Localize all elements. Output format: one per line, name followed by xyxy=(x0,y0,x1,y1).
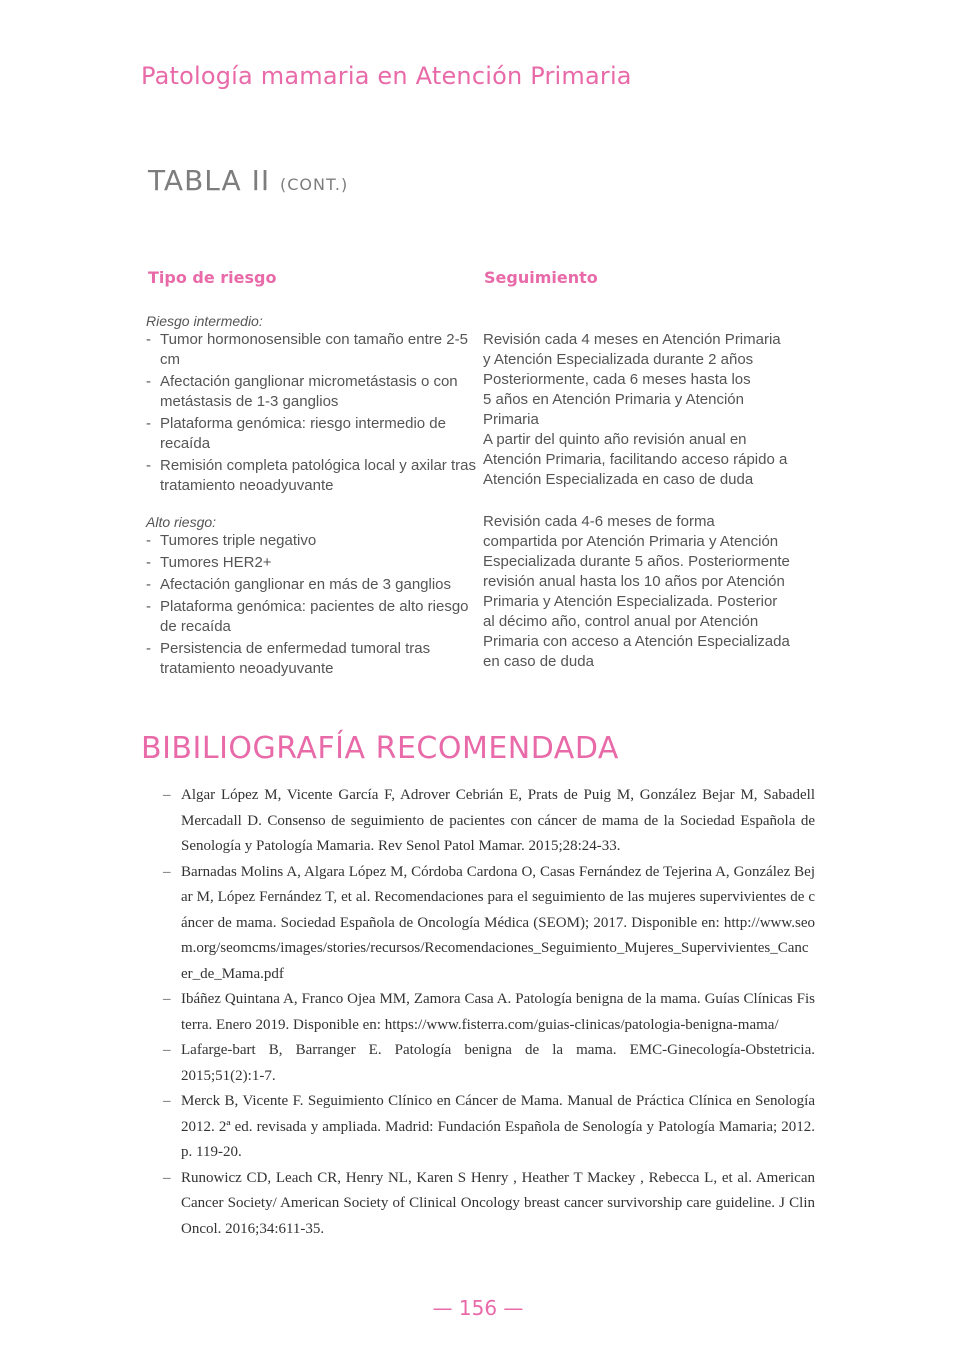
bibliography-title: BIBILIOGRAFÍA RECOMENDADA xyxy=(141,731,619,766)
bibliography-entry: – Lafarge-bart B, Barranger E. Patología benigna de la mama. EMC-Ginecología-Obstetricia. 2015;51(2):1-7. xyxy=(163,1042,815,1084)
page-number: — 156 — xyxy=(432,1296,524,1320)
risk-group-high xyxy=(146,513,476,681)
list-item: - Plataforma genómica: riesgo intermedio de recaída xyxy=(146,415,446,452)
followup-line: Atención Especializada en caso de duda xyxy=(483,471,754,488)
bibliography-entry: – Runowicz CD, Leach CR, Henry NL, Karen S Henry , Heather T Mackey , Rebecca L, et al. American Cancer Society/ American Society of Clinical Oncology breast cancer survivorship care guideline. J Clin Oncol. 2016;34:611-35. xyxy=(163,1169,815,1237)
list-item: - Remisión completa patológica local y axilar tras tratamiento neoadyuvante xyxy=(146,457,476,494)
column-header-followup: Seguimiento xyxy=(484,268,598,287)
bibliography-entry: – Barnadas Molins A, Algara López M, Córdoba Cardona O, Casas Fernández de Tejerina A, González Bejar M, López Fernández T, et al. Recomendaciones para el seguimiento de las mujeres supervivientes de cáncer de mama. Sociedad Española de Oncología Médica (SEOM); 2017. Disponible en: http://www.seom.org/seomcms/images/stories/recursos/Recomendaciones_Seguimiento_Mujeres_Supervivientes_Cancer_de_Mama.pdf xyxy=(163,863,815,982)
running-header-title: Patología mamaria en Atención Primaria xyxy=(141,62,632,90)
column-header-risk-type: Tipo de riesgo xyxy=(148,268,277,287)
followup-line: Primaria y Atención Especializada. Posterior xyxy=(483,593,778,610)
list-item: - Tumores triple negativo xyxy=(146,532,317,549)
table-title-cont: (CONT.) xyxy=(280,175,349,194)
risk-group-intermediate xyxy=(146,312,476,498)
followup-line: y Atención Especializada durante 2 años xyxy=(483,351,754,368)
followup-line: Primaria con acceso a Atención Especializada xyxy=(483,633,790,650)
followup-intermediate xyxy=(483,330,813,490)
followup-high xyxy=(483,512,813,672)
bibliography-list xyxy=(163,783,815,1242)
list-item: - Afectación ganglionar en más de 3 ganglios xyxy=(146,576,452,593)
list-item: - Tumores HER2+ xyxy=(146,554,272,571)
followup-line: revisión anual hasta los 10 años por Atención xyxy=(483,573,785,590)
followup-line: Posteriormente, cada 6 meses hasta los xyxy=(483,371,751,388)
list-item: - Persistencia de enfermedad tumoral tras tratamiento neoadyuvante xyxy=(146,640,431,677)
risk-criteria-list xyxy=(146,330,476,496)
followup-line: Primaria xyxy=(483,411,539,428)
risk-criteria-list xyxy=(146,531,476,679)
list-item: - Plataforma genómica: pacientes de alto riesgo de recaída xyxy=(146,598,469,635)
followup-line: 5 años en Atención Primaria y Atención xyxy=(483,391,744,408)
followup-line: en caso de duda xyxy=(483,653,594,670)
followup-line: Atención Primaria, facilitando acceso rápido a xyxy=(483,451,788,468)
bibliography-entry: – Algar López M, Vicente García F, Adrover Cebrián E, Prats de Puig M, González Bejar M, Sabadell Mercadall D. Consenso de seguimiento de pacientes con cáncer de mama de la Sociedad Española de Senología y Patología Mamaria. Rev Senol Patol Mamar. 2015;28:24-33. xyxy=(163,787,815,854)
table-title xyxy=(148,164,348,197)
list-item: - Afectación ganglionar micrometástasis o con metástasis de 1-3 ganglios xyxy=(146,373,458,410)
followup-line: compartida por Atención Primaria y Atención xyxy=(483,533,779,550)
risk-group-label: Alto riesgo: xyxy=(146,514,217,530)
followup-line: Especializada durante 5 años. Posteriormente xyxy=(483,553,790,570)
bibliography-entry: – Ibáñez Quintana A, Franco Ojea MM, Zamora Casa A. Patología benigna de la mama. Guías Clínicas Fisterra. Enero 2019. Disponible en: https://www.fisterra.com/guias-clinicas/patologia-benigna-mama/ xyxy=(163,991,815,1033)
followup-line: Revisión cada 4-6 meses de forma xyxy=(483,513,715,530)
risk-group-label: Riesgo intermedio: xyxy=(146,313,263,329)
followup-line: Revisión cada 4 meses en Atención Primaria xyxy=(483,331,781,348)
followup-line: A partir del quinto año revisión anual en xyxy=(483,431,747,448)
list-item: - Tumor hormonosensible con tamaño entre 2-5 cm xyxy=(146,331,468,368)
followup-line: al décimo año, control anual por Atención xyxy=(483,613,759,630)
table-title-text: TABLA II xyxy=(148,164,271,197)
bibliography-entry: – Merck B, Vicente F. Seguimiento Clínico en Cáncer de Mama. Manual de Práctica Clínica en Senología 2012. 2ª ed. revisada y ampliada. Madrid: Fundación Española de Senología y Patología Mamaria; 2012. p. 119-20. xyxy=(163,1093,815,1160)
